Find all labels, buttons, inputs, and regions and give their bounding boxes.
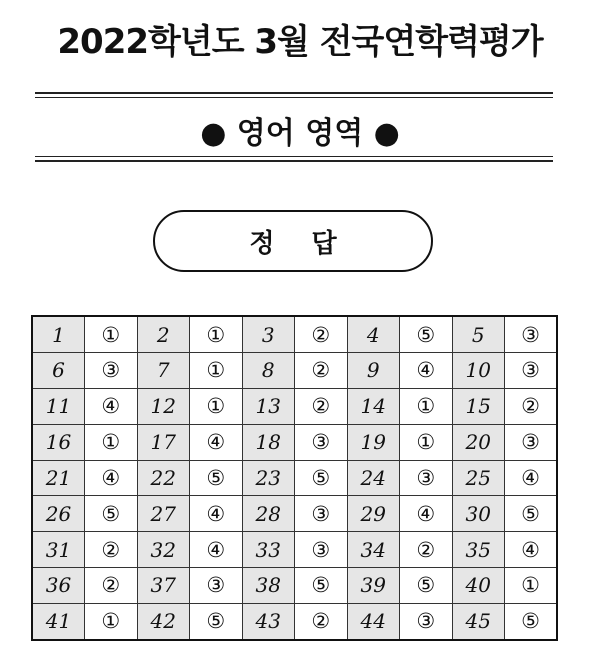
question-number: 22 (137, 460, 190, 496)
answer-choice: ⑤ (400, 568, 453, 604)
bottom-double-rule-inner (35, 156, 553, 157)
question-number: 15 (452, 388, 505, 424)
answer-choice: ③ (505, 316, 558, 353)
answer-choice: ④ (400, 496, 453, 532)
table-row (32, 460, 557, 496)
answer-choice: ③ (85, 353, 138, 389)
answer-choice: ② (295, 353, 348, 389)
question-number: 39 (347, 568, 400, 604)
answer-choice: ① (85, 424, 138, 460)
answer-choice: ④ (505, 460, 558, 496)
table-row (32, 388, 557, 424)
answer-choice: ③ (400, 460, 453, 496)
question-number: 45 (452, 603, 505, 640)
question-number: 13 (242, 388, 295, 424)
answer-choice: ① (190, 388, 243, 424)
answer-choice: ① (190, 316, 243, 353)
question-number: 25 (452, 460, 505, 496)
question-number: 28 (242, 496, 295, 532)
answer-choice: ② (505, 388, 558, 424)
question-number: 36 (32, 568, 85, 604)
top-double-rule-inner (35, 97, 553, 98)
answer-choice: ⑤ (85, 496, 138, 532)
question-number: 16 (32, 424, 85, 460)
question-number: 6 (32, 353, 85, 389)
answer-key-table (31, 315, 558, 641)
question-number: 44 (347, 603, 400, 640)
question-number: 11 (32, 388, 85, 424)
answer-choice: ③ (505, 424, 558, 460)
table-row (32, 603, 557, 640)
question-number: 14 (347, 388, 400, 424)
question-number: 32 (137, 532, 190, 568)
answer-choice: ① (505, 568, 558, 604)
answer-choice: ④ (190, 424, 243, 460)
answer-choice: ⑤ (295, 568, 348, 604)
question-number: 30 (452, 496, 505, 532)
answer-choice: ① (400, 424, 453, 460)
question-number: 21 (32, 460, 85, 496)
answer-label-pill (153, 210, 433, 272)
page-title: 2022학년도 3월 전국연학력평가 (57, 22, 543, 62)
answer-choice: ① (190, 353, 243, 389)
question-number: 7 (137, 353, 190, 389)
answer-choice: ③ (295, 532, 348, 568)
question-number: 38 (242, 568, 295, 604)
answer-choice: ③ (190, 568, 243, 604)
answer-choice: ① (85, 603, 138, 640)
question-number: 27 (137, 496, 190, 532)
question-number: 20 (452, 424, 505, 460)
table-row (32, 496, 557, 532)
answer-choice: ④ (85, 460, 138, 496)
question-number: 43 (242, 603, 295, 640)
question-number: 34 (347, 532, 400, 568)
table-row (32, 568, 557, 604)
table-row (32, 532, 557, 568)
answer-choice: ② (85, 532, 138, 568)
question-number: 40 (452, 568, 505, 604)
question-number: 31 (32, 532, 85, 568)
answer-choice: ② (85, 568, 138, 604)
answer-label-text: 정 답 (249, 228, 351, 259)
answer-choice: ⑤ (190, 603, 243, 640)
question-number: 5 (452, 316, 505, 353)
answer-choice: ④ (400, 353, 453, 389)
question-number: 10 (452, 353, 505, 389)
table-row (32, 424, 557, 460)
answer-choice: ② (295, 316, 348, 353)
answer-choice: ② (400, 532, 453, 568)
question-number: 12 (137, 388, 190, 424)
question-number: 23 (242, 460, 295, 496)
question-number: 42 (137, 603, 190, 640)
top-double-rule-outer (35, 92, 553, 94)
subject-heading: ● 영어 영역 ● (200, 116, 400, 151)
answer-choice: ② (295, 603, 348, 640)
question-number: 24 (347, 460, 400, 496)
bottom-double-rule-outer (35, 160, 553, 162)
question-number: 37 (137, 568, 190, 604)
answer-choice: ③ (505, 353, 558, 389)
answer-choice: ② (295, 388, 348, 424)
question-number: 3 (242, 316, 295, 353)
question-number: 9 (347, 353, 400, 389)
table-row (32, 316, 557, 353)
answer-choice: ① (85, 316, 138, 353)
question-number: 33 (242, 532, 295, 568)
question-number: 19 (347, 424, 400, 460)
answer-choice: ⑤ (400, 316, 453, 353)
answer-choice: ⑤ (505, 603, 558, 640)
question-number: 35 (452, 532, 505, 568)
question-number: 4 (347, 316, 400, 353)
question-number: 26 (32, 496, 85, 532)
table-row (32, 353, 557, 389)
question-number: 8 (242, 353, 295, 389)
question-number: 18 (242, 424, 295, 460)
answer-choice: ④ (505, 532, 558, 568)
answer-choice: ④ (85, 388, 138, 424)
answer-choice: ③ (295, 424, 348, 460)
answer-choice: ⑤ (295, 460, 348, 496)
question-number: 29 (347, 496, 400, 532)
answer-choice: ⑤ (190, 460, 243, 496)
answer-choice: ④ (190, 496, 243, 532)
answer-choice: ① (400, 388, 453, 424)
question-number: 17 (137, 424, 190, 460)
answer-choice: ⑤ (505, 496, 558, 532)
question-number: 1 (32, 316, 85, 353)
answer-choice: ③ (400, 603, 453, 640)
answer-choice: ④ (190, 532, 243, 568)
question-number: 2 (137, 316, 190, 353)
answer-choice: ③ (295, 496, 348, 532)
question-number: 41 (32, 603, 85, 640)
